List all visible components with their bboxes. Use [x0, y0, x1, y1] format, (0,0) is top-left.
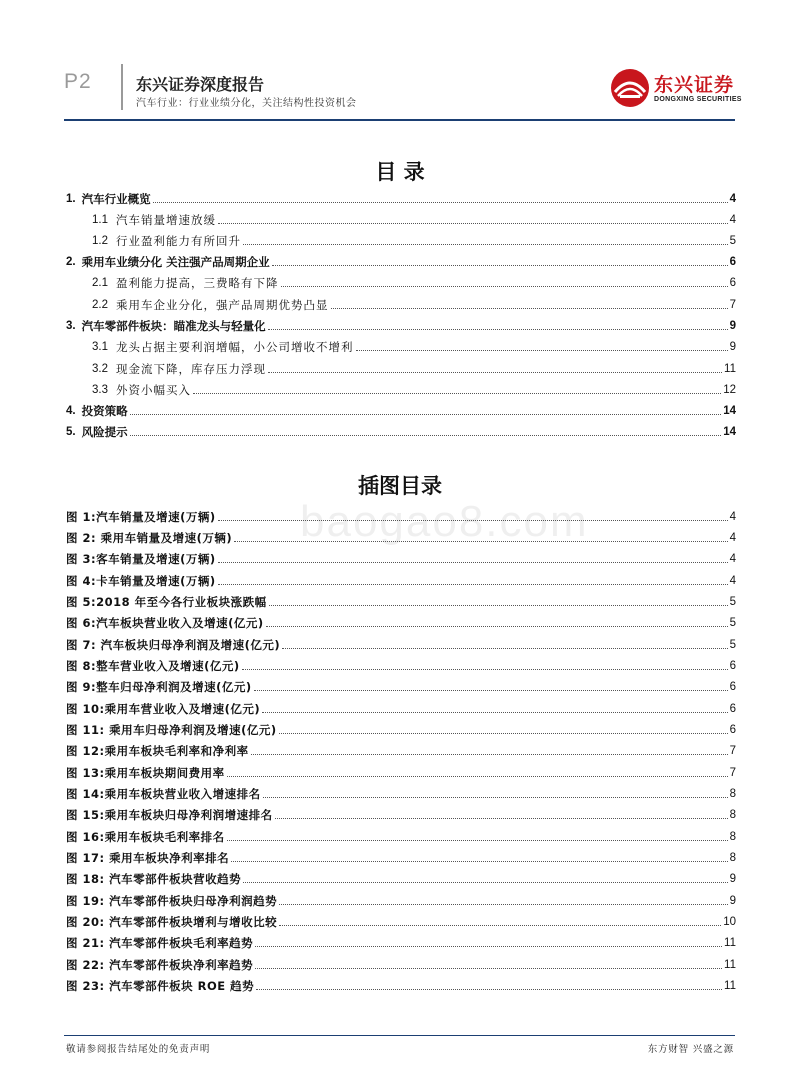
leader-dots	[227, 775, 728, 777]
leader-dots	[153, 201, 728, 203]
figure-entry-page: 9	[729, 895, 736, 907]
toc-entry[interactable]	[66, 274, 736, 290]
figure-entry[interactable]	[66, 870, 736, 886]
leader-dots	[218, 222, 728, 224]
figure-entry[interactable]	[66, 678, 736, 694]
figure-entry-page: 6	[729, 681, 736, 693]
report-subtitle: 汽车行业：行业业绩分化，关注结构性投资机会	[136, 98, 357, 109]
leader-dots	[227, 839, 728, 841]
toc-entry[interactable]	[66, 190, 736, 206]
leader-dots	[266, 625, 728, 627]
figure-entry-page: 10	[723, 916, 736, 928]
figure-entry[interactable]	[66, 700, 736, 716]
watermark: baogao8.com	[300, 497, 589, 546]
figure-entry[interactable]	[66, 956, 736, 972]
figure-entry[interactable]	[66, 785, 736, 801]
figure-entry-text: 图 9:整车归母净利润及增速(亿元)	[66, 680, 252, 694]
toc-entry-text: 外资小幅买入	[116, 383, 191, 397]
figure-entry-page: 8	[729, 831, 736, 843]
figure-entry-page: 4	[729, 532, 736, 544]
figure-entry[interactable]	[66, 828, 736, 844]
leader-dots	[268, 328, 728, 330]
leader-dots	[269, 604, 728, 606]
logo-english-name: DONGXING SECURITIES	[654, 96, 742, 103]
toc-entry-text: 盈利能力提高，三费略有下降	[116, 276, 279, 290]
leader-dots	[130, 434, 722, 436]
figure-entry-page: 11	[724, 959, 736, 971]
leader-dots	[282, 647, 727, 649]
toc-entry-text: 汽车行业概览	[81, 192, 151, 206]
toc-entry-page: 4	[729, 214, 736, 226]
leader-dots	[218, 583, 728, 585]
leader-dots	[218, 561, 728, 563]
leader-dots	[193, 392, 721, 394]
toc-entry-text: 乘用车企业分化，强产品周期优势凸显	[116, 298, 329, 312]
toc-entry[interactable]	[66, 232, 736, 248]
figure-entry-text: 图 7: 汽车板块归母净利润及增速(亿元)	[66, 638, 281, 652]
toc-entry-number: 1.2	[92, 235, 108, 247]
figure-entry-page: 6	[729, 660, 736, 672]
footer-rule	[64, 1035, 735, 1036]
leader-dots	[263, 796, 728, 798]
figure-entry[interactable]	[66, 934, 736, 950]
figure-entry[interactable]	[66, 764, 736, 780]
figure-entry-text: 图 22: 汽车零部件板块净利率趋势	[66, 958, 254, 972]
figure-entry[interactable]	[66, 529, 736, 545]
figure-entry-text: 图 10:乘用车营业收入及增速(亿元)	[66, 702, 261, 716]
toc-entry-text: 现金流下降，库存压力浮现	[116, 362, 266, 376]
toc-entry-page: 12	[723, 384, 736, 396]
figure-entry-text: 图 20: 汽车零部件板块增利与增收比较	[66, 915, 278, 929]
toc-entry-number: 2.	[66, 256, 76, 268]
header-divider	[121, 64, 123, 110]
toc-entry-number: 3.	[66, 320, 76, 332]
figure-entry-page: 6	[729, 724, 736, 736]
toc-entry-number: 3.2	[92, 363, 108, 375]
figure-entry-text: 图 23: 汽车零部件板块 ROE 趋势	[66, 979, 255, 993]
toc-entry[interactable]	[66, 317, 736, 333]
toc-entry-page: 14	[723, 426, 736, 438]
figure-entry-text: 图 14:乘用车板块营业收入增速排名	[66, 787, 261, 801]
figure-entry-page: 11	[724, 937, 736, 949]
leader-dots	[268, 371, 722, 373]
figure-entry[interactable]	[66, 742, 736, 758]
figure-entry-text: 图 8:整车营业收入及增速(亿元)	[66, 659, 240, 673]
toc-entry-number: 1.1	[92, 214, 108, 226]
figure-entry-text: 图 5:2018 年至今各行业板块涨跌幅	[66, 595, 267, 609]
report-series-title: 东兴证券深度报告	[136, 75, 265, 94]
toc-entry-text: 汽车销量增速放缓	[116, 213, 216, 227]
leader-dots	[254, 689, 728, 691]
figure-entry-text: 图 12:乘用车板块毛利率和净利率	[66, 744, 249, 758]
toc-entry-number: 2.2	[92, 299, 108, 311]
figure-entry-page: 7	[729, 767, 736, 779]
toc-entry-text: 乘用车业绩分化 关注强产品周期企业	[81, 255, 270, 269]
leader-dots	[281, 285, 728, 287]
figure-entry-text: 图 19: 汽车零部件板块归母净利润趋势	[66, 894, 278, 908]
leader-dots	[256, 988, 722, 990]
figure-entry-text: 图 6:汽车板块营业收入及增速(亿元)	[66, 616, 264, 630]
figure-entry-text: 图 4:卡车销量及增速(万辆)	[66, 574, 216, 588]
toc-entry[interactable]	[66, 360, 736, 376]
figure-entry-text: 图 2: 乘用车销量及增速(万辆)	[66, 531, 233, 545]
figure-entry-text: 图 13:乘用车板块期间费用率	[66, 766, 225, 780]
toc-entry-number: 4.	[66, 405, 76, 417]
toc-entry-number: 3.3	[92, 384, 108, 396]
toc-entry-page: 6	[729, 277, 736, 289]
figure-entry-page: 5	[729, 596, 736, 608]
toc-entry-number: 5.	[66, 426, 76, 438]
toc-entry[interactable]	[66, 381, 736, 397]
figure-entry[interactable]	[66, 977, 736, 993]
leader-dots	[356, 349, 728, 351]
toc-title: 目 录	[375, 160, 425, 184]
leader-dots	[130, 413, 722, 415]
leader-dots	[234, 540, 727, 542]
figure-entry-page: 7	[729, 745, 736, 757]
figure-entry[interactable]	[66, 849, 736, 865]
figure-entry[interactable]	[66, 614, 736, 630]
toc-entry-number: 2.1	[92, 277, 108, 289]
toc-entry-text: 投资策略	[81, 404, 128, 418]
company-slogan: 东方财智 兴盛之源	[647, 1044, 734, 1055]
leader-dots	[279, 732, 728, 734]
toc-entry-text: 行业盈利能力有所回升	[116, 234, 241, 248]
toc-entry[interactable]	[66, 211, 736, 227]
figure-entry[interactable]	[66, 657, 736, 673]
figure-entry-page: 4	[729, 553, 736, 565]
leader-dots	[251, 753, 728, 755]
toc-entry-number: 1.	[66, 193, 76, 205]
leader-dots	[242, 668, 728, 670]
toc-entry-page: 9	[729, 341, 736, 353]
toc-entry-text: 风险提示	[81, 425, 128, 439]
toc-entry-page: 4	[729, 193, 736, 205]
figure-entry[interactable]	[66, 593, 736, 609]
figure-entry[interactable]	[66, 572, 736, 588]
figure-entry[interactable]	[66, 806, 736, 822]
leader-dots	[255, 945, 722, 947]
figure-entry-text: 图 3:客车销量及增速(万辆)	[66, 552, 216, 566]
figure-entry-page: 8	[729, 852, 736, 864]
toc-entry-page: 5	[729, 235, 736, 247]
toc-entry[interactable]	[66, 423, 736, 439]
logo-mark-icon	[610, 68, 650, 108]
figure-entry[interactable]	[66, 892, 736, 908]
header-rule	[64, 119, 735, 121]
toc-entry-page: 11	[724, 363, 736, 375]
figure-entry-page: 9	[729, 873, 736, 885]
toc-entry-page: 9	[729, 320, 736, 332]
figure-entry-text: 图 1:汽车销量及增速(万辆)	[66, 510, 216, 524]
leader-dots	[243, 881, 727, 883]
figure-entry-text: 图 16:乘用车板块毛利率排名	[66, 830, 225, 844]
figure-entry-page: 5	[729, 617, 736, 629]
toc-entry-page: 14	[723, 405, 736, 417]
figure-entry[interactable]	[66, 913, 736, 929]
logo-chinese-name: 东兴证券	[654, 74, 735, 96]
company-logo	[610, 68, 742, 110]
leader-dots	[243, 243, 728, 245]
figure-entry[interactable]	[66, 636, 736, 652]
figure-entry-page: 4	[729, 575, 736, 587]
figure-entry-text: 图 11: 乘用车归母净利润及增速(亿元)	[66, 723, 277, 737]
figures-list-title: 插图目录	[358, 474, 442, 498]
figure-entry[interactable]	[66, 550, 736, 566]
figure-entry-text: 图 15:乘用车板块归母净利润增速排名	[66, 808, 273, 822]
toc-entry-number: 3.1	[92, 341, 108, 353]
leader-dots	[255, 967, 722, 969]
leader-dots	[262, 711, 727, 713]
page-number: P2	[64, 70, 92, 93]
leader-dots	[279, 924, 721, 926]
toc-entry-text: 龙头占据主要利润增幅，小公司增收不增利	[116, 340, 354, 354]
figure-entry-text: 图 18: 汽车零部件板块营收趋势	[66, 872, 242, 886]
toc-entry[interactable]	[66, 402, 736, 418]
leader-dots	[275, 817, 728, 819]
figure-entry[interactable]	[66, 721, 736, 737]
figure-entry-page: 4	[729, 511, 736, 523]
figure-entry-page: 5	[729, 639, 736, 651]
figure-entry-page: 6	[729, 703, 736, 715]
figure-entry[interactable]	[66, 508, 736, 524]
toc-entry[interactable]	[66, 296, 736, 312]
figure-entry-page: 11	[724, 980, 736, 992]
toc-entry[interactable]	[66, 338, 736, 354]
leader-dots	[331, 307, 728, 309]
leader-dots	[272, 264, 728, 266]
leader-dots	[231, 860, 727, 862]
figure-entry-text: 图 17: 乘用车板块净利率排名	[66, 851, 230, 865]
leader-dots	[279, 903, 727, 905]
toc-entry-page: 6	[729, 256, 736, 268]
toc-entry-text: 汽车零部件板块：瞄准龙头与轻量化	[81, 319, 266, 333]
figure-entry-page: 8	[729, 788, 736, 800]
disclaimer-note: 敬请参阅报告结尾处的免责声明	[66, 1044, 211, 1055]
figure-entry-text: 图 21: 汽车零部件板块毛利率趋势	[66, 936, 254, 950]
toc-entry-page: 7	[729, 299, 736, 311]
toc-entry[interactable]	[66, 253, 736, 269]
figure-entry-page: 8	[729, 809, 736, 821]
leader-dots	[218, 519, 728, 521]
